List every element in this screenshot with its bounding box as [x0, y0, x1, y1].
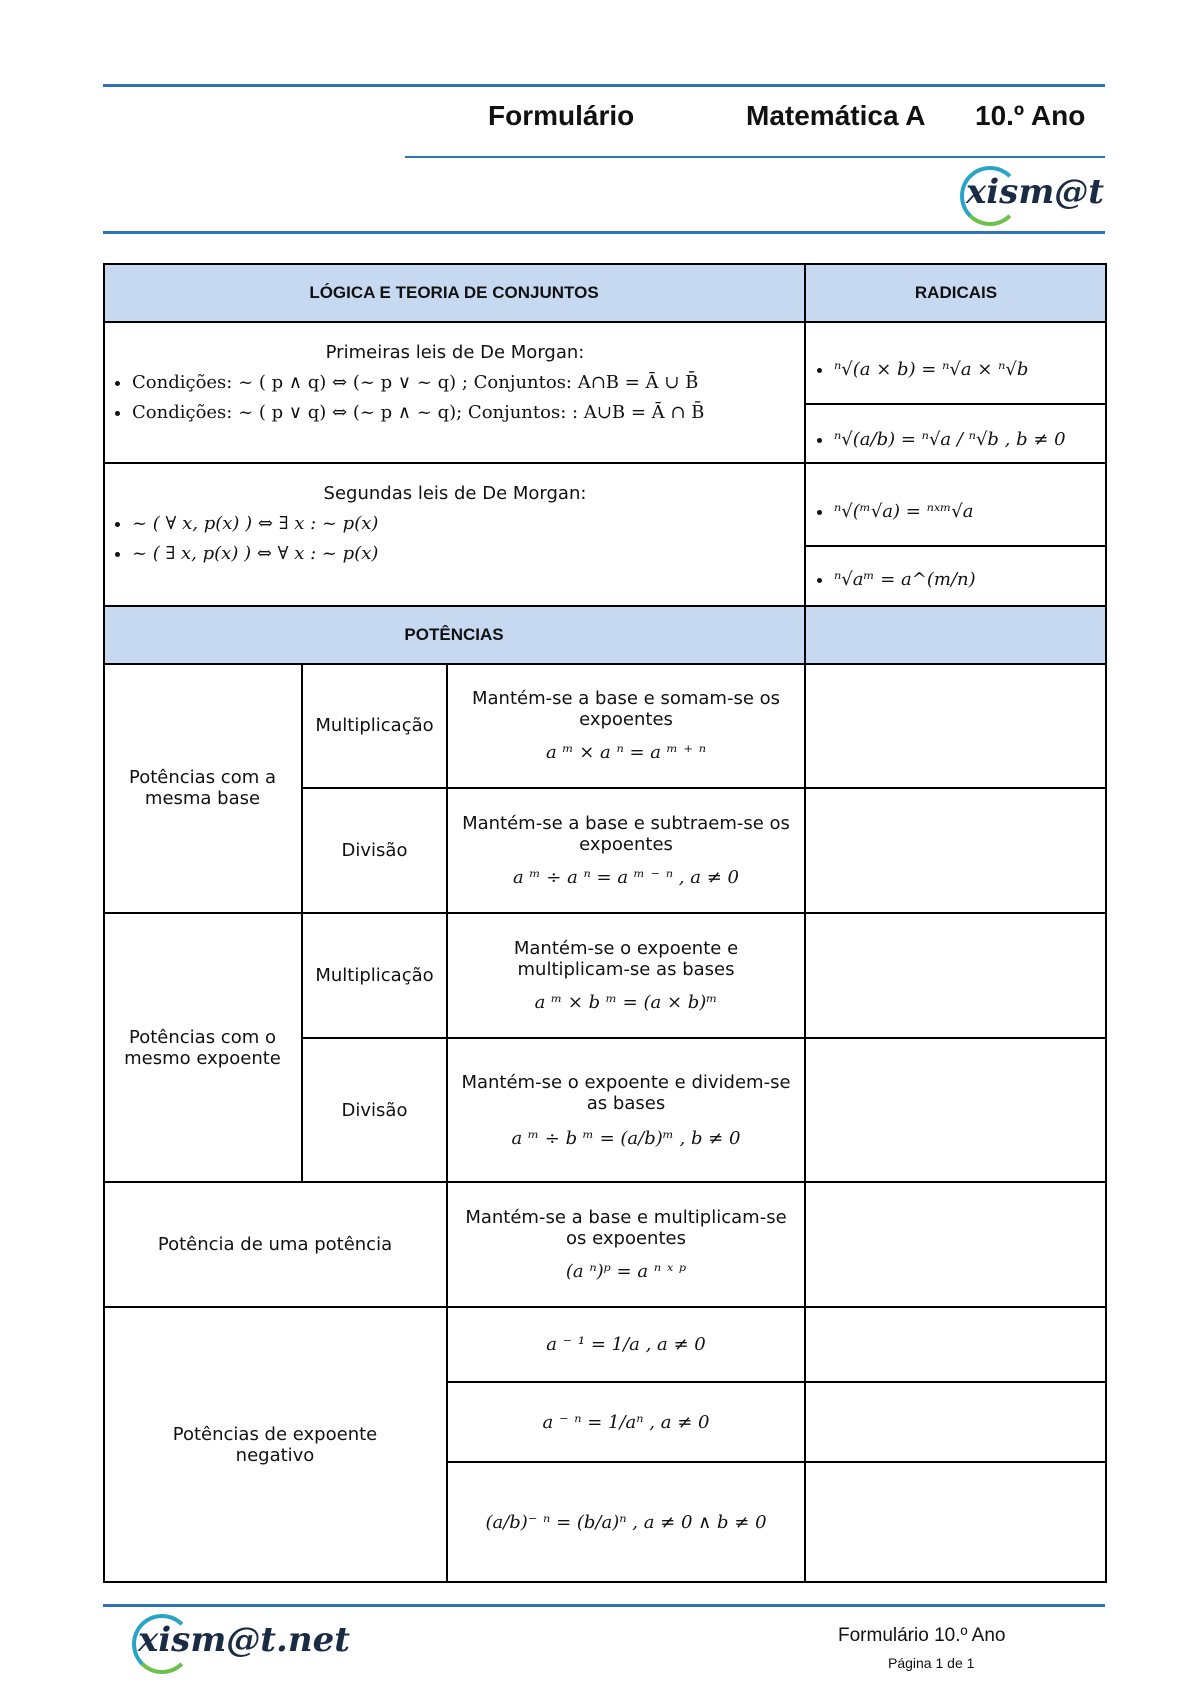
- pp-text: Mantém-se a base e multiplicam-se os expoentes: [465, 1207, 787, 1249]
- radical-1-cell: [812, 350, 1102, 389]
- second-de-morgan: [110, 477, 800, 601]
- powers-heading-empty: [805, 606, 1107, 663]
- header-logo: xism@t: [966, 172, 1104, 212]
- radical-3-cell: [812, 492, 1102, 531]
- neg-rule-1: a ⁻ ¹ = 1/a , a ≠ 0: [546, 1334, 706, 1355]
- first-law-2: • Condições: ~ ( p ∨ q) ⇔ (~ p ∧ ~ q); Conjuntos: : A∪B = Ā ∩ B̄: [132, 402, 800, 423]
- radical-rule-3: • ⁿ√(ᵐ√a) = ⁿˣᵐ√a: [834, 501, 1102, 522]
- se-div-label: Divisão: [341, 1099, 408, 1121]
- pp-formula: (a ⁿ)ᵖ = a ⁿ ˣ ᵖ: [565, 1261, 687, 1282]
- page-number: Página 1 de 1: [888, 1655, 975, 1671]
- radical-2-cell: [812, 420, 1102, 459]
- same-exp-label: Potências com o mesmo expoente: [124, 1026, 281, 1069]
- top-rule: [103, 84, 1105, 87]
- same-base-label: Potências com a mesma base: [129, 767, 276, 809]
- radical-rule-4: • ⁿ√aᵐ = a^(m/n): [834, 569, 1102, 590]
- second-law-2: • ~ ( ∃ x, p(x) ) ⇔ ∀ x : ~ p(x): [132, 543, 800, 564]
- radical-4-cell: [812, 560, 1102, 599]
- se-mult-formula: a ᵐ × b ᵐ = (a × b)ᵐ: [534, 992, 718, 1013]
- se-div-formula: a ᵐ ÷ b ᵐ = (a/b)ᵐ , b ≠ 0: [511, 1127, 741, 1149]
- negative-label: Potências de expoente negativo: [172, 1423, 378, 1466]
- sb-div-rule: [447, 788, 805, 913]
- powers-heading: POTÊNCIAS: [103, 606, 805, 663]
- radical-rule-2: • ⁿ√(a/b) = ⁿ√a / ⁿ√b , b ≠ 0: [834, 429, 1102, 450]
- sb-mult-formula: a ᵐ × a ⁿ = a ᵐ ⁺ ⁿ: [545, 742, 707, 763]
- sb-div-label: Divisão: [341, 840, 408, 861]
- se-mult-text: Mantém-se o expoente e multiplicam-se as bases: [513, 938, 739, 980]
- header-bottom-rule: [103, 231, 1105, 234]
- sb-mult-text: Mantém-se a base e somam-se os expoentes: [471, 688, 781, 730]
- logic-heading: LÓGICA E TEORIA DE CONJUNTOS: [103, 264, 805, 322]
- first-law-1: • Condições: ~ ( p ∧ q) ⇔ (~ p ∨ ~ q) ; Conjuntos: A∩B = Ā ∪ B̄: [132, 372, 800, 393]
- doc-title: Formulário: [488, 100, 635, 131]
- se-mult-rule: [447, 913, 805, 1038]
- subject-title: Matemática A: [746, 100, 926, 131]
- footer-rule: [103, 1604, 1105, 1607]
- sb-mult-rule: [447, 663, 805, 788]
- sb-div-formula: a ᵐ ÷ a ⁿ = a ᵐ ⁻ ⁿ , a ≠ 0: [513, 867, 739, 888]
- first-de-morgan: [110, 336, 800, 460]
- first-laws-title: Primeiras leis de De Morgan:: [325, 342, 585, 363]
- se-div-rule: [447, 1038, 805, 1182]
- se-mult-label: Multiplicação: [315, 965, 434, 986]
- radicals-heading: RADICAIS: [805, 264, 1107, 322]
- second-law-1: • ~ ( ∀ x, p(x) ) ⇔ ∃ x : ~ p(x): [132, 513, 800, 534]
- sb-div-text: Mantém-se a base e subtraem-se os expoentes: [462, 813, 790, 855]
- neg-rule-2: a ⁻ ⁿ = 1/aⁿ , a ≠ 0: [542, 1411, 710, 1433]
- neg-rule-3: (a/b)⁻ ⁿ = (b/a)ⁿ , a ≠ 0 ∧ b ≠ 0: [485, 1511, 767, 1533]
- year-title: 10.º Ano: [975, 100, 1086, 131]
- power-of-power-label: Potência de uma potência: [157, 1234, 393, 1255]
- footer-logo: xism@t.net: [138, 1620, 350, 1660]
- se-div-text: Mantém-se o expoente e dividem-se as bases: [461, 1071, 791, 1114]
- pp-rule: [447, 1182, 805, 1307]
- second-laws-title: Segundas leis de De Morgan:: [323, 483, 587, 504]
- header-rule: [405, 156, 1105, 158]
- radical-rule-1: • ⁿ√(a × b) = ⁿ√a × ⁿ√b: [834, 359, 1102, 380]
- sb-mult-label: Multiplicação: [315, 715, 434, 736]
- footer-title: Formulário 10.º Ano: [838, 1625, 1006, 1646]
